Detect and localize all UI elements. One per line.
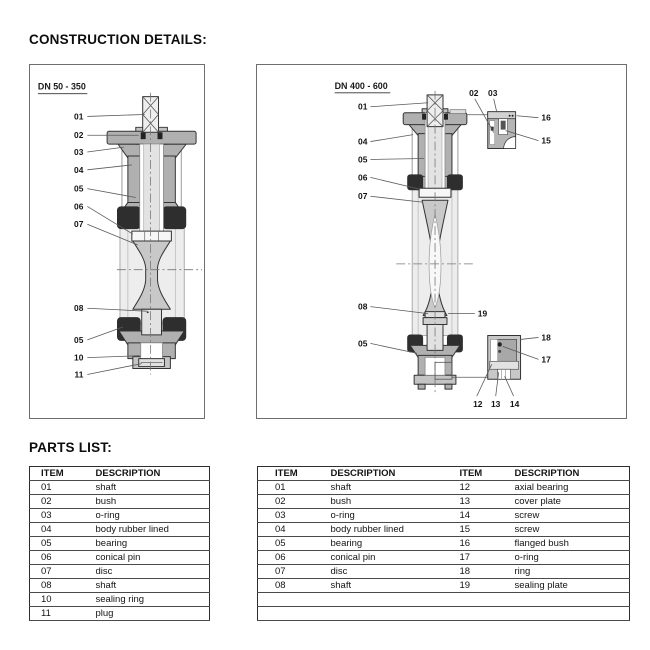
leader-03	[494, 99, 497, 112]
table-cell: 06	[275, 552, 286, 563]
top-flange	[107, 131, 196, 144]
valve-cross-section-dn400-600	[257, 65, 626, 418]
callout-17: 17	[541, 354, 551, 365]
table-header-row	[258, 467, 630, 481]
table-cell: 10	[41, 594, 52, 605]
table-row	[30, 523, 210, 537]
callout-07: 07	[74, 219, 84, 230]
column-header: ITEM	[459, 468, 483, 479]
table-cell: body rubber lined	[330, 524, 404, 535]
callout-06: 06	[74, 201, 84, 212]
table-cell	[258, 593, 330, 607]
leader-04	[87, 165, 131, 170]
table-cell: ring	[514, 566, 531, 577]
column-header: DESCRIPTION	[514, 468, 580, 479]
o-ring-dot	[509, 115, 511, 117]
inset-screw	[501, 121, 506, 130]
table-cell: conical pin	[95, 552, 141, 563]
callout-04: 04	[74, 164, 84, 175]
table-row	[30, 509, 210, 523]
table-cell: sealing plate	[514, 580, 568, 591]
table-cell	[330, 607, 459, 621]
callout-16: 16	[541, 112, 551, 123]
table-cell: 08	[41, 580, 52, 591]
table-cell	[514, 593, 630, 607]
inset-top-bar	[488, 112, 516, 119]
callout-15: 15	[541, 135, 551, 146]
column-header: ITEM	[41, 468, 64, 479]
bush-left	[422, 114, 426, 120]
callout-08: 08	[74, 303, 84, 314]
leader-16	[517, 116, 539, 118]
table-cell: 14	[459, 510, 471, 521]
table-cell: 17	[459, 552, 471, 563]
table-row	[30, 481, 210, 495]
table-cell: shaft	[95, 482, 117, 493]
construction-details-title: CONSTRUCTION DETAILS:	[29, 32, 207, 47]
table-cell: shaft	[330, 482, 352, 493]
table-cell: 02	[41, 496, 52, 507]
table-cell: bush	[95, 496, 117, 507]
table-cell: 03	[41, 510, 52, 521]
table-cell: 04	[41, 524, 52, 535]
table-row	[30, 551, 210, 565]
table-cell: 13	[459, 496, 471, 507]
callout-11: 11	[74, 369, 84, 380]
bush-right	[158, 132, 163, 139]
callout-18: 18	[541, 332, 551, 343]
column-header: DESCRIPTION	[330, 468, 396, 479]
o-ring-dot	[498, 350, 501, 353]
table-cell: 05	[275, 538, 286, 549]
table-row	[258, 579, 630, 593]
leader-01	[370, 103, 428, 107]
inset-slot	[490, 121, 495, 145]
parts-table-right	[257, 466, 630, 621]
cap-screw	[445, 384, 452, 389]
table-cell: axial bearing	[514, 482, 569, 493]
table-cell: 06	[41, 552, 52, 563]
callout-02: 02	[74, 130, 84, 141]
ring-dot	[497, 342, 501, 346]
flange-plate	[450, 110, 466, 114]
table-cell: disc	[330, 566, 348, 577]
table-cell: 05	[41, 538, 52, 549]
table-row	[258, 509, 630, 523]
callout-04: 04	[358, 136, 368, 147]
column-header: DESCRIPTION	[95, 468, 161, 479]
table-cell	[514, 607, 630, 621]
callout-13: 13	[490, 399, 501, 410]
table-row	[30, 565, 210, 579]
table-cell: screw	[514, 524, 540, 535]
leader-05	[370, 158, 424, 159]
o-ring-dot	[512, 115, 514, 117]
table-cell: o-ring	[95, 510, 120, 521]
table-cell	[459, 593, 514, 607]
leader-01	[87, 114, 144, 116]
table-cell	[258, 607, 330, 621]
callout-10: 10	[74, 352, 84, 363]
table-cell: shaft	[95, 580, 117, 591]
leader-12	[477, 364, 492, 396]
callout-01: 01	[358, 101, 368, 112]
table-cell: sealing ring	[95, 594, 145, 605]
leader-18	[521, 337, 539, 339]
table-cell: 02	[275, 496, 286, 507]
cap-screw	[418, 384, 425, 389]
table-cell: 11	[41, 608, 51, 619]
table-cell: disc	[95, 566, 113, 577]
table-cell: screw	[514, 510, 540, 521]
upper-seal-right	[162, 206, 186, 229]
table-row	[258, 551, 630, 565]
callout-03: 03	[74, 146, 84, 157]
callout-19: 19	[477, 308, 488, 319]
table-cell: 07	[275, 566, 286, 577]
table-cell: 01	[41, 482, 52, 493]
callout-08: 08	[358, 301, 368, 312]
table-cell: cover plate	[514, 496, 561, 507]
upper-seal-left	[117, 206, 141, 229]
inset-tab	[498, 369, 511, 379]
table-row	[258, 481, 630, 495]
table-cell: 15	[459, 524, 471, 535]
variant-label: DN 400 - 600	[334, 80, 388, 91]
table-cell: plug	[95, 608, 114, 619]
table-cell: shaft	[330, 580, 352, 591]
table-cell: 18	[459, 566, 471, 577]
table-row	[30, 593, 210, 607]
table-cell: o-ring	[330, 510, 355, 521]
table-cell: 01	[275, 482, 286, 493]
conical-pin-collar	[132, 231, 172, 241]
callout-06: 06	[358, 172, 368, 183]
table-cell: 19	[459, 580, 471, 591]
callout-12: 12	[473, 399, 483, 410]
table-row	[258, 495, 630, 509]
table-row	[30, 579, 210, 593]
leader-03	[87, 147, 124, 152]
callout-05: 05	[74, 183, 84, 194]
callout-05: 05	[358, 154, 368, 165]
bush-right	[444, 114, 448, 120]
table-cell: 03	[275, 510, 286, 521]
leader-04	[370, 135, 413, 142]
column-header: ITEM	[275, 468, 298, 479]
table-row	[258, 565, 630, 579]
table-cell	[459, 607, 514, 621]
shaft-lower	[142, 309, 162, 335]
bush-left	[141, 132, 146, 139]
table-row	[30, 495, 210, 509]
table-cell: 16	[459, 538, 471, 549]
table-cell: body rubber lined	[95, 524, 169, 535]
table-cell: 07	[41, 566, 52, 577]
shaft-upper	[144, 144, 160, 235]
table-row	[258, 523, 630, 537]
table-row	[30, 607, 210, 621]
parts-list-title: PARTS LIST:	[29, 440, 112, 455]
table-cell	[330, 593, 459, 607]
table-header-row	[30, 467, 210, 481]
valve-cross-section-dn50-350	[30, 65, 204, 418]
diagram-dn50-350-box	[29, 64, 205, 419]
table-cell: bearing	[95, 538, 128, 549]
callout-05b: 05	[74, 334, 84, 345]
table-cell: bush	[330, 496, 352, 507]
shaft-mark	[147, 311, 149, 313]
table-cell: flanged bush	[514, 538, 569, 549]
table-row	[258, 593, 630, 607]
table-row	[258, 537, 630, 551]
table-cell: 12	[459, 482, 471, 493]
callout-14: 14	[509, 399, 520, 410]
lower-bore	[141, 343, 163, 361]
table-cell: 08	[275, 580, 286, 591]
callout-01: 01	[74, 111, 84, 122]
table-cell: bearing	[330, 538, 363, 549]
inset-band	[490, 361, 519, 369]
callout-07: 07	[358, 191, 368, 202]
table-cell: conical pin	[330, 552, 376, 563]
table-cell: o-ring	[514, 552, 539, 563]
callout-05b: 05	[358, 338, 368, 349]
table-row	[258, 607, 630, 621]
callout-03: 03	[488, 87, 498, 98]
table-row	[30, 537, 210, 551]
diagram-dn400-600-box	[256, 64, 627, 419]
callout-02: 02	[469, 87, 479, 98]
variant-label: DN 50 - 350	[37, 81, 86, 92]
parts-table-left	[29, 466, 210, 621]
table-cell: 04	[275, 524, 286, 535]
